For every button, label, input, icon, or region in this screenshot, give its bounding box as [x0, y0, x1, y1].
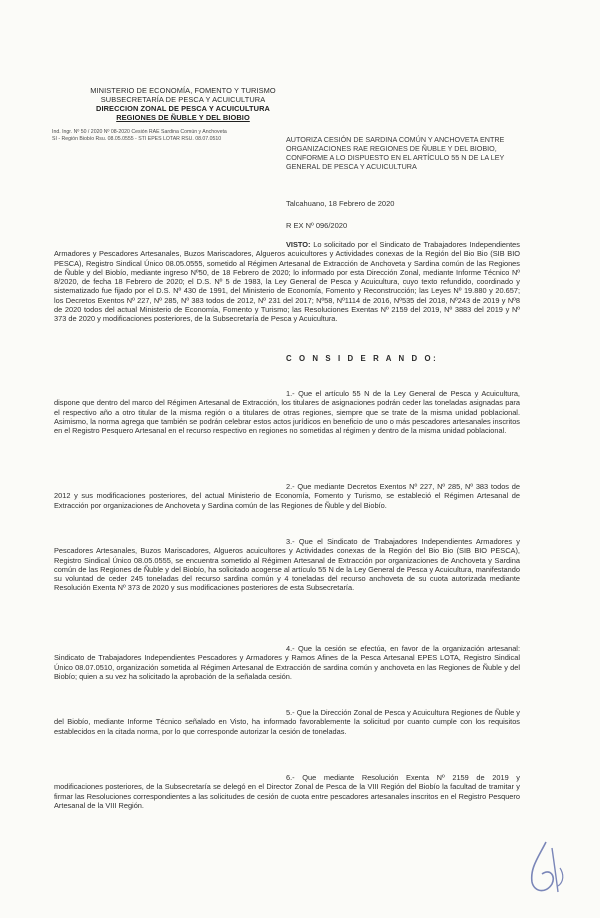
considerando-4-text: 4.- Que la cesión se efectúa, en favor de la organización artesanal: Sindicato de Trabajadores Independientes Pescadores y Armadores y Ramos Afines de la Pesca Artesanal EPES LOTA, Registro Sindical Único 08.07.0510, organización sometida al Régimen Artesanal de Extracción de sardina común y anchoveta en las Regiones de Ñuble y del Biobío; quien a su vez ha solicitado la aprobación de la señalada cesión. — [54, 644, 520, 681]
considerando-heading: C O N S I D E R A N D O: — [286, 354, 439, 363]
reference-line-2: SI - Región Biobío Rsu. 08.05.0555 - STI EPES LOTAR RSU. 08.07.0510 — [52, 135, 222, 142]
considerando-3 — [54, 537, 520, 593]
considerando-6 — [54, 773, 520, 810]
subsecretariat-line: SUBSECRETARÍA DE PESCA Y ACUICULTURA — [100, 95, 266, 104]
considerando-3-text: 3.- Que el Sindicato de Trabajadores Independientes Armadores y Pescadores Artesanales, Buzos Mariscadores, Algueros acuicultores y Actividades conexas de la Región del Bio Bio (SIB BIO PESCA), Registro Sindical Único 08.05.0555, se encuentra sometido al Régimen Artesanal de Extracción por organizaciones de Anchoveta y Sardina común de las Regiones de Ñuble y del Biobío, ha solicitado acogerse al artículo 55 N de la Ley General de Pesca y Acuicultura, manifestando su voluntad de ceder 245 toneladas del recurso sardina común y 4 toneladas del recurso anchoveta de su cuota autorizada mediante Resolución Exenta Nº 373 de 2020 y sus modificaciones posteriores de esta Subsecretaría. — [54, 537, 520, 593]
visto-paragraph — [54, 240, 520, 324]
considerando-2 — [54, 482, 520, 510]
visto-label: VISTO: — [286, 240, 311, 249]
zonal-direction-line: DIRECCION ZONAL DE PESCA Y ACUICULTURA — [96, 104, 270, 113]
considerando-1 — [54, 389, 520, 435]
resolution-number: R EX Nº 096/2020 — [286, 221, 348, 230]
resolution-subject: AUTORIZA CESIÓN DE SARDINA COMÚN Y ANCHOVETA ENTRE ORGANIZACIONES RAE REGIONES DE ÑUBLE Y DEL BIOBIO, CONFORME A LO DISPUESTO EN EL ARTÍCULO 55 N DE LA LEY GENERAL DE PESCA Y ACUICULTURA — [286, 135, 505, 171]
ministry-line: MINISTERIO DE ECONOMÍA, FOMENTO Y TURISMO — [90, 86, 276, 95]
reference-block — [52, 129, 288, 142]
reference-line-1: Ind. Ingr. Nº 50 / 2020 Nº 08-2020 Cesión RAE Sardina Común y Anchoveta — [52, 129, 227, 135]
regions-line: REGIONES DE ÑUBLE Y DEL BIOBIO — [116, 113, 250, 122]
considerando-5 — [54, 708, 520, 736]
considerando-5-text: 5.- Que la Dirección Zonal de Pesca y Acuicultura Regiones de Ñuble y del Biobío, mediante Informe Técnico señalado en Visto, ha informado favorablemente la solicitud por cuanto cumple con los requisitos establecidos en la citada norma, por lo que corresponde autorizar la cesión de toneladas. — [54, 708, 520, 736]
considerando-2-text: 2.- Que mediante Decretos Exentos Nº 227, Nº 285, Nº 383 todos de 2012 y sus modificaciones posteriores, del actual Ministerio de Economía, Fomento y Turismo, se estableció el Régimen Artesanal de Extracción por organizaciones de Anchoveta y Sardina común de las Regiones de Ñuble y del Biobío. — [54, 482, 520, 510]
considerando-1-text: 1.- Que el artículo 55 N de la Ley General de Pesca y Acuicultura, dispone que dentro del marco del Régimen Artesanal de Extracción, los titulares de asignaciones podrán ceder las toneladas asignadas para el respectivo año a otro titular de la misma región o a titulares de otras regiones, siempre que se trate de la misma unidad poblacional. Asimismo, la norma agrega que también se podrán celebrar estos actos jurídicos en beneficio de uno o más pescadores artesanales inscritos en el Registro Pesquero Artesanal en el recurso respectivo en regiones no sometidas al régimen y dentro de la misma unidad poblacional. — [54, 389, 520, 436]
handwritten-initials — [516, 838, 576, 898]
considerando-4 — [54, 644, 520, 681]
letterhead — [78, 86, 288, 122]
place-date: Talcahuano, 18 Febrero de 2020 — [286, 199, 395, 208]
visto-text: Lo solicitado por el Sindicato de Trabajadores Independientes Armadores y Pescadores Artesanales, Buzos Mariscadores, Algueros acuicultores y Actividades conexas de la Región del Bio Bio (SIB BIO PESCA), Registro Sindical Único 08.05.0555, sometido al Régimen Artesanal de Extracción de Anchoveta y Sardina común de las Regiones de Ñuble y del Biobío, mediante ingreso Nº50, de 18 Febrero de 2020; lo informado por esta Dirección Zonal, mediante Informe Técnico Nº 8/2020, de fecha 18 Febrero de 2020; el D.S. Nº 5 de 1983, la Ley General de Pesca y Acuicultura, cuyo texto refundido, coordinado y sistematizado fue fijado por el D.S. Nº 430 de 1991, del Ministerio de Economía, Fomento y Reconstrucción; las Leyes Nº 19.880 y 20.657; los Decretos Exentos Nº 227, Nº 285, Nº 383 todos de 2012, Nº 231 del 2017; Nº58, Nº1114 de 2016, Nº535 del 2018, Nº243 de 2019 y Nº8 de 2020 todos del actual Ministerio de Economía, Fomento y Turismo; las Resoluciones Exentas Nº 2159 del 2019, Nº 3883 del 2019 y Nº 373 de 2020 y modificaciones posteriores, de la Subsecretaría de Pesca y Acuicultura. — [54, 240, 520, 324]
considerando-6-text: 6.- Que mediante Resolución Exenta Nº 2159 de 2019 y modificaciones posteriores, de la Subsecretaría se delegó en el Director Zonal de Pesca de la VIII Región del Biobío la facultad de tramitar y firmar las Resoluciones correspondientes a las solicitudes de cesión de cuota entre pescadores artesanales inscritos en el Registro Pesquero Artesanal de la VIII Región. — [54, 773, 520, 810]
